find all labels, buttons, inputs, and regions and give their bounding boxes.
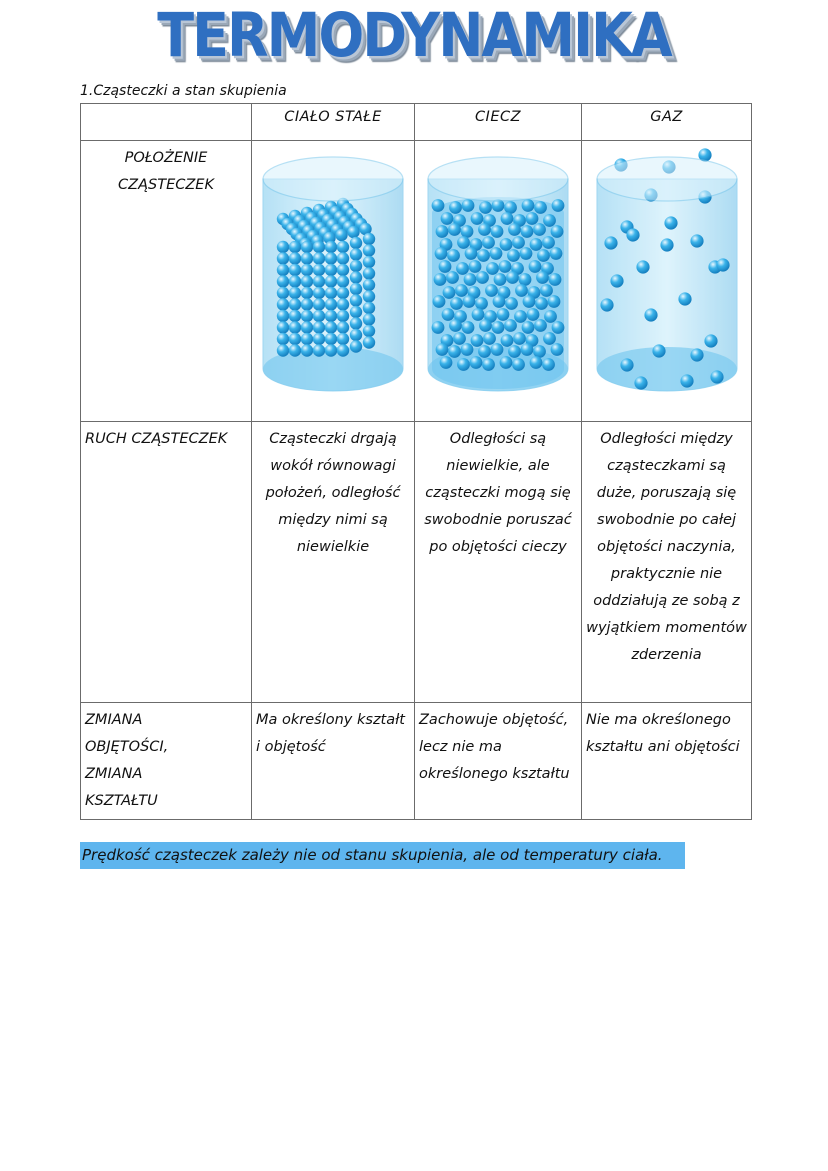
particle [537,249,550,262]
particle [277,344,289,356]
particle [301,333,313,345]
particle [500,356,513,369]
particle [325,344,337,356]
gas-change-cell [582,703,752,820]
particle [325,310,337,322]
particle [512,236,525,249]
particle [490,247,503,260]
liquid-motion-cell [415,422,582,703]
particle [461,343,474,356]
particle [457,236,470,249]
particle [522,321,535,334]
particle [347,226,359,238]
header-row [81,104,752,141]
particle [435,247,448,260]
liquid-change-cell: Zachowuje objętość, lecz nie ma określonego kształtu [415,703,582,820]
particle [289,252,301,264]
particle [432,321,445,334]
particle [449,201,462,214]
particle [501,334,514,347]
particle [552,199,565,212]
row-label-motion: RUCH CZĄSTECZEK [81,422,252,703]
particle [604,236,617,249]
header-empty [81,104,252,141]
particle [337,287,349,299]
particle [704,334,717,347]
particle [477,249,490,262]
particle [634,376,647,389]
particle [363,244,375,256]
particle [442,308,455,321]
particle [551,343,564,356]
particle [277,321,289,333]
particle [335,229,347,241]
particle [277,264,289,276]
row-label-position [81,141,252,422]
particle [521,225,534,238]
particle [455,284,468,297]
particle [479,319,492,332]
particle [551,225,564,238]
particle [313,264,325,276]
change-row [81,703,752,820]
particle [301,264,313,276]
particle [277,333,289,345]
particle [363,279,375,291]
solid-image-cell [252,141,415,422]
particle [277,298,289,310]
particle [501,212,514,225]
particle [540,284,553,297]
particle [450,297,463,310]
particle [550,247,563,260]
particle [542,358,555,371]
particle [462,199,475,212]
particle [533,223,546,236]
particle [465,247,478,260]
particle [600,298,613,311]
particle [486,262,499,275]
particle [337,252,349,264]
solid-motion-text: Cząsteczki drgają wokół równowagi położeń, odległość między nimi są niewielkie [265,431,401,555]
particle [530,356,543,369]
particle [449,319,462,332]
particle [514,310,527,323]
particle [472,308,485,321]
highlighted-note: Prędkość cząsteczek zależy nie od stanu skupienia, ale od temperatury ciała. [80,842,685,869]
position-row [81,141,752,422]
particle [337,264,349,276]
gas-motion-text: Odległości między cząsteczkami są duże, poruszają się swobodnie po całej objętości naczynia, praktycznie nie oddziałują ze sobą z wyjątkiem momentów zderzenia [586,431,747,663]
particle [363,325,375,337]
particle [337,344,349,356]
particle [475,297,488,310]
particle [512,358,525,371]
solid-change-cell: Ma określony kształt i objętość [252,703,415,820]
particle [469,260,482,273]
particle [491,225,504,238]
particle [277,252,289,264]
particle [289,344,301,356]
particle [337,241,349,253]
particle [363,313,375,325]
particle [325,252,337,264]
particle [325,241,337,253]
particle [441,212,454,225]
particle [277,275,289,287]
particle [552,321,565,334]
particle [337,298,349,310]
particle [544,310,557,323]
particle [313,252,325,264]
particle [277,241,289,253]
liquid-image-cell [415,141,582,422]
particle [325,275,337,287]
particle [620,358,633,371]
particle [690,234,703,247]
particle [499,260,512,273]
particle [548,295,561,308]
page-title: TERMODYNAMIKA [157,0,671,71]
particle [471,212,484,225]
particle [363,336,375,348]
gas-particles-jar [587,141,747,411]
particle [325,321,337,333]
particle [508,345,521,358]
states-of-matter-table [80,103,752,820]
particle [493,295,506,308]
particle [710,370,723,383]
particle [636,260,649,273]
particle [313,321,325,333]
particle [337,333,349,345]
particle [680,374,693,387]
particle [325,264,337,276]
particle [350,306,362,318]
particle [289,333,301,345]
particle [337,321,349,333]
jar-rim [263,157,403,201]
particle [289,241,301,253]
particle [301,252,313,264]
solid-particles-jar [253,141,413,411]
gas-motion-cell [582,422,752,703]
particle [478,223,491,236]
particle [350,294,362,306]
particle [520,247,533,260]
particle [448,223,461,236]
particle [494,273,507,286]
particle [549,273,562,286]
particle [542,236,555,249]
jar-rim [597,157,737,201]
particle [463,295,476,308]
particle [337,275,349,287]
particle [530,238,543,251]
jar-rim [428,157,568,201]
particle [456,262,469,275]
particle [660,238,673,251]
particle [350,237,362,249]
particle [363,290,375,302]
particle [515,284,528,297]
particle [644,308,657,321]
liquid-motion-text: Odległości są niewielkie, ale cząsteczki mogą się swobodnie poruszać po objętości cieczy [424,431,572,555]
particle [504,201,517,214]
particle [440,356,453,369]
particle [277,287,289,299]
particle [491,343,504,356]
particle [301,321,313,333]
particle [363,267,375,279]
particle [289,275,301,287]
particle [534,201,547,214]
particle [461,225,474,238]
particle [301,310,313,322]
particle [447,249,460,262]
row-label-position-text: POŁOŻENIE CZĄSTECZEK [118,150,214,193]
particle [716,258,729,271]
particle [289,287,301,299]
particle [446,271,459,284]
particle [434,273,447,286]
particle [470,356,483,369]
particle [436,225,449,238]
particle [325,333,337,345]
particle [508,223,521,236]
particle [313,333,325,345]
particle [301,298,313,310]
section-subtitle: 1.Cząsteczki a stan skupienia [80,83,287,99]
particle [482,358,495,371]
particle [507,249,520,262]
particle [350,271,362,283]
particle [462,321,475,334]
particle [277,310,289,322]
header-solid: CIAŁO STAŁE [252,104,415,141]
particle [448,345,461,358]
particle [289,310,301,322]
particle [313,275,325,287]
particle [652,344,665,357]
header-liquid: CIECZ [415,104,582,141]
particle [313,310,325,322]
liquid-particles-jar [418,141,578,411]
particle [529,260,542,273]
particle [533,345,546,358]
particle [476,271,489,284]
particle [289,264,301,276]
row-label-change [81,703,252,820]
particle [505,297,518,310]
row-label-change-text: ZMIANA OBJĘTOŚCI, ZMIANA KSZTAŁTU [85,712,169,809]
particle [536,271,549,284]
jar-bottom [597,347,737,391]
particle [485,284,498,297]
particle [522,199,535,212]
gas-image-cell [582,141,752,422]
particle [453,332,466,345]
particle [350,329,362,341]
particle [678,292,691,305]
particle [610,274,623,287]
particle [350,248,362,260]
particle [325,287,337,299]
particle [313,287,325,299]
particle [363,233,375,245]
particle [363,302,375,314]
particle [492,321,505,334]
header-gas: GAZ [582,104,752,141]
particle [497,308,510,321]
particle [432,199,445,212]
particle [350,260,362,272]
particle [350,317,362,329]
particle [313,241,325,253]
particle [519,273,532,286]
particle [543,214,556,227]
particle [664,216,677,229]
particle [313,298,325,310]
particle [301,275,313,287]
particle [301,241,313,253]
particle [535,297,548,310]
particle [504,319,517,332]
particle [289,298,301,310]
particle [513,332,526,345]
gas-change-text: Nie ma określonego kształtu ani objętości [586,712,740,755]
particle [363,256,375,268]
particle [301,287,313,299]
motion-row [81,422,752,703]
particle [464,273,477,286]
particle [626,228,639,241]
solid-motion-cell [252,422,415,703]
particle [313,344,325,356]
particle [506,271,519,284]
particle [443,286,456,299]
particle [478,345,491,358]
particle [436,343,449,356]
particle [350,283,362,295]
particle [471,334,484,347]
particle [337,310,349,322]
particle [350,340,362,352]
particle [457,358,470,371]
particle [521,343,534,356]
particle [301,344,313,356]
particle [479,201,492,214]
particle [325,298,337,310]
particle [500,238,513,251]
particle [543,332,556,345]
particle [433,295,446,308]
particle [527,308,540,321]
particle [534,319,547,332]
particle [526,212,539,225]
particle [690,348,703,361]
particle [289,321,301,333]
particle [439,260,452,273]
particle [482,236,495,249]
title-container [0,0,828,71]
particle [523,295,536,308]
particle [483,332,496,345]
